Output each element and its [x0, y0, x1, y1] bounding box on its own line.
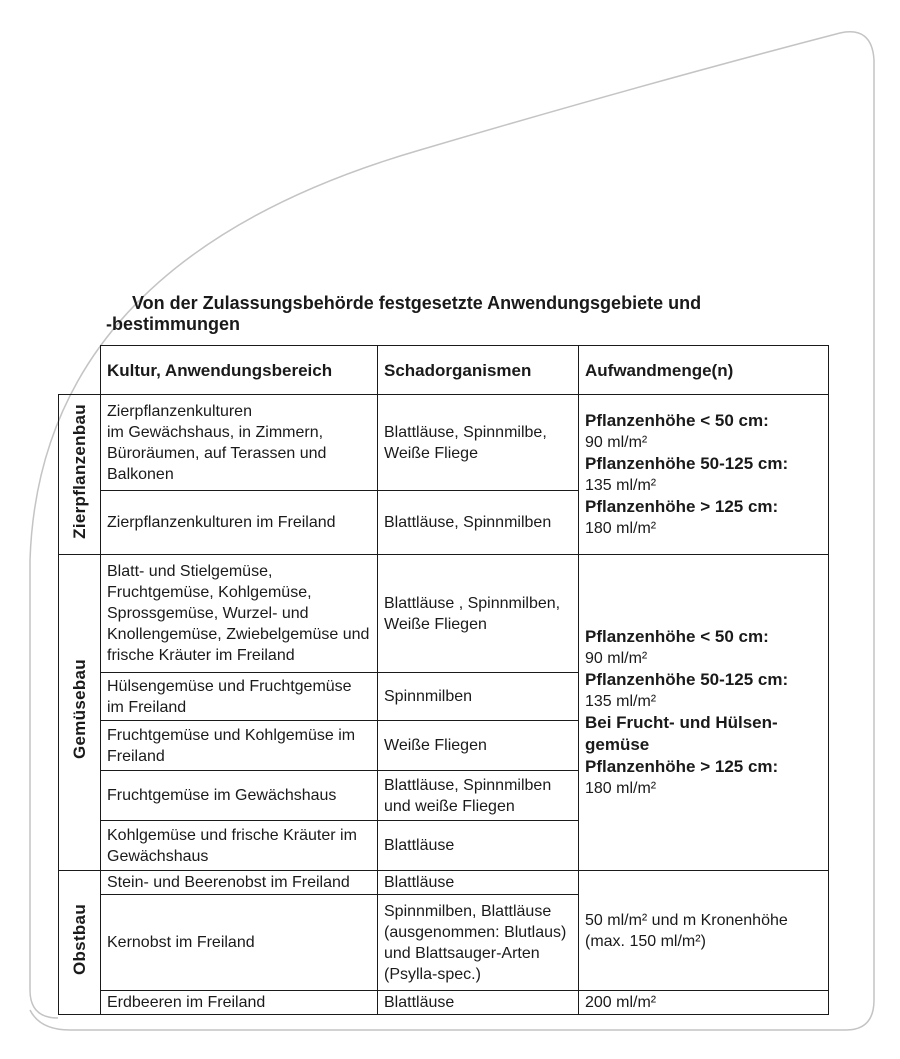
cell-schadorganismen: Spinnmilben, Blattläuse (ausgenommen: Blutlaus) und Blattsauger-Arten (Psylla-spec.): [378, 895, 579, 991]
group-label-gemuesebau: Gemüsebau: [59, 555, 101, 871]
cell-schadorganismen: Blattläuse, Spinnmilbe, Weiße Fliege: [378, 395, 579, 491]
dose-value: 135 ml/m²: [585, 693, 657, 710]
cell-aufwandmenge: 200 ml/m²: [579, 991, 829, 1015]
dose-value: 180 ml/m²: [585, 780, 657, 797]
header-kultur: Kultur, Anwendungsbereich: [101, 346, 378, 395]
dose-label: Bei Frucht- und Hülsen-gemüse: [585, 713, 778, 754]
dose-value: 135 ml/m²: [585, 477, 657, 494]
cell-kultur: Erdbeeren im Freiland: [101, 991, 378, 1015]
cell-aufwandmenge: [579, 395, 829, 555]
dose-label: Pflanzenhöhe 50-125 cm:: [585, 670, 789, 689]
table-row: [59, 395, 829, 491]
dose-label: Pflanzenhöhe > 125 cm:: [585, 757, 779, 776]
title-line-1: Von der Zulassungsbehörde festgesetzte Anwendungsgebiete und: [132, 293, 702, 313]
dose-value: 90 ml/m²: [585, 650, 648, 667]
dose-value: 180 ml/m²: [585, 520, 657, 537]
table-header-row: [59, 346, 829, 395]
dose-label: Pflanzenhöhe < 50 cm:: [585, 411, 769, 430]
table-row: [59, 871, 829, 895]
cell-kultur: Blatt- und Stielgemüse, Fruchtgemüse, Kohlgemüse, Sprossgemüse, Wurzel- und Knollengemüse, Zwiebelgemüse und frische Kräuter im Freiland: [101, 555, 378, 673]
cell-kultur: Zierpflanzenkulturen im Freiland: [101, 491, 378, 555]
cell-aufwandmenge: 50 ml/m² und m Kronenhöhe (max. 150 ml/m²): [579, 871, 829, 991]
cell-schadorganismen: Blattläuse: [378, 991, 579, 1015]
dose-label: Pflanzenhöhe > 125 cm:: [585, 497, 779, 516]
cell-schadorganismen: Blattläuse , Spinnmilben, Weiße Fliegen: [378, 555, 579, 673]
cell-schadorganismen: Spinnmilben: [378, 673, 579, 721]
cell-schadorganismen: Weiße Fliegen: [378, 721, 579, 771]
title-line-2: -bestimmungen: [106, 314, 241, 334]
cell-kultur: Kohlgemüse und frische Kräuter im Gewächshaus: [101, 821, 378, 871]
cell-kultur: Hülsengemüse und Fruchtgemüse im Freiland: [101, 673, 378, 721]
header-blank: [59, 346, 101, 395]
cell-kultur: Kernobst im Freiland: [101, 895, 378, 991]
header-aufwandmenge: Aufwandmenge(n): [579, 346, 829, 395]
group-label-obstbau: Obstbau: [59, 871, 101, 1015]
application-table: [58, 345, 829, 1015]
dose-label: Pflanzenhöhe 50-125 cm:: [585, 454, 789, 473]
dose-value: 90 ml/m²: [585, 434, 648, 451]
group-label-zierpflanzenbau: Zierpflanzenbau: [59, 395, 101, 555]
cell-aufwandmenge: [579, 555, 829, 871]
table-row: [59, 555, 829, 673]
section-title: [106, 293, 806, 335]
cell-kultur: Zierpflanzenkulturen im Gewächshaus, in Zimmern, Büroräumen, auf Terassen und Balkonen: [101, 395, 378, 491]
cell-schadorganismen: Blattläuse: [378, 871, 579, 895]
header-schadorganismen: Schadorganismen: [378, 346, 579, 395]
dose-label: Pflanzenhöhe < 50 cm:: [585, 627, 769, 646]
cell-schadorganismen: Blattläuse: [378, 821, 579, 871]
cell-schadorganismen: Blattläuse, Spinnmilben: [378, 491, 579, 555]
cell-schadorganismen: Blattläuse, Spinnmilben und weiße Fliegen: [378, 771, 579, 821]
cell-kultur: Fruchtgemüse im Gewächshaus: [101, 771, 378, 821]
cell-kultur: Stein- und Beerenobst im Freiland: [101, 871, 378, 895]
cell-kultur: Fruchtgemüse und Kohlgemüse im Freiland: [101, 721, 378, 771]
table-row: [59, 991, 829, 1015]
